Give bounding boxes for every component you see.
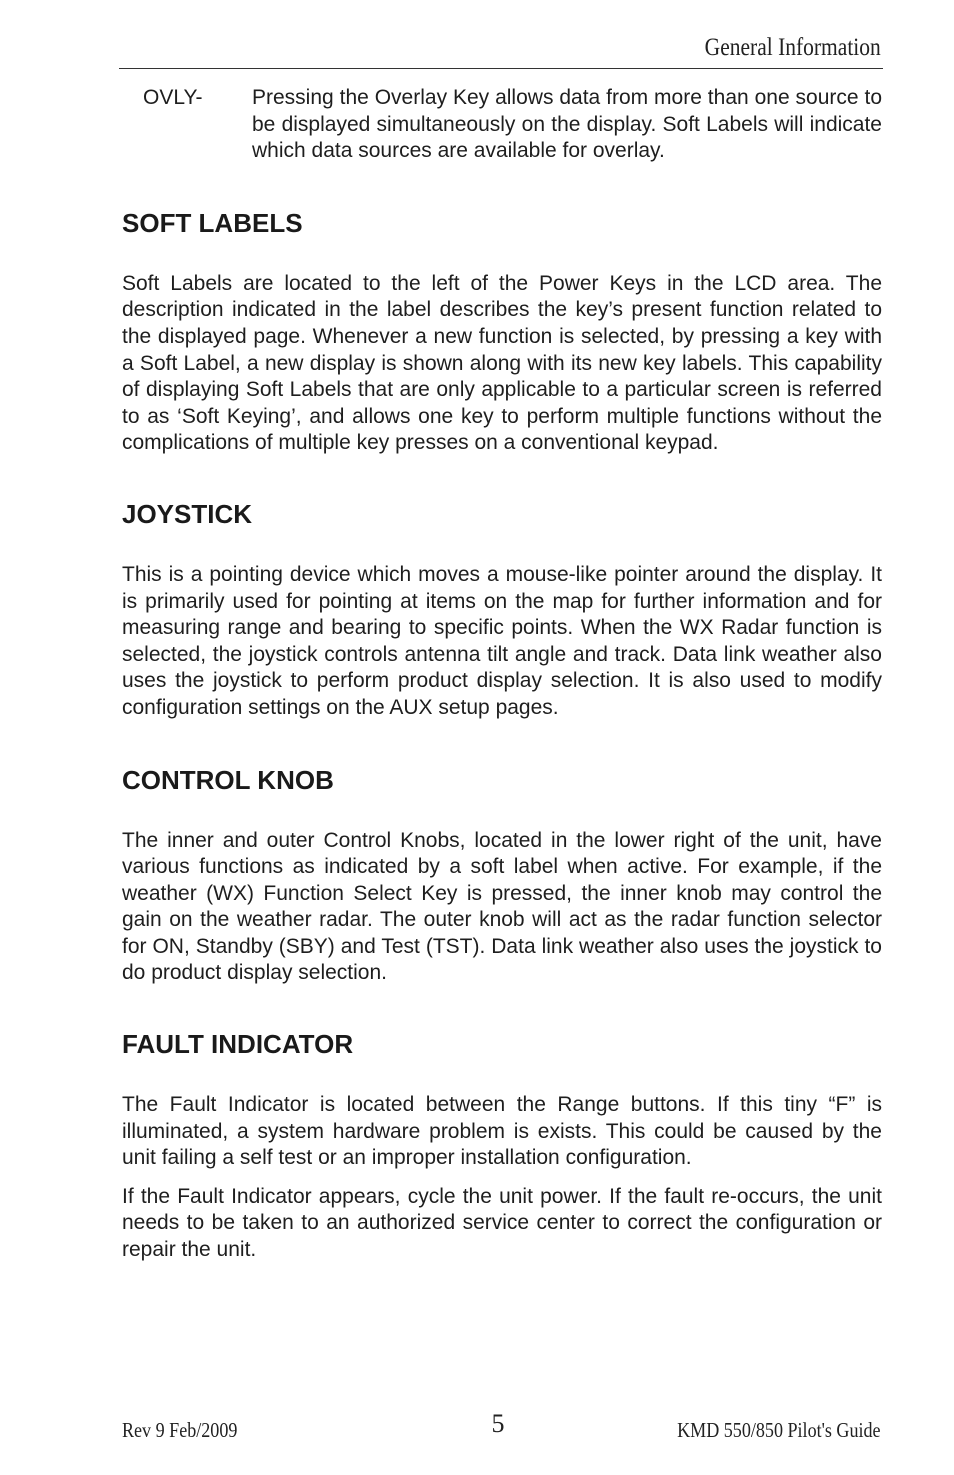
control-knob-paragraph: The inner and outer Control Knobs, located in the lower right of the unit, have various functions as indicated by a soft label when active. For example, if the weather (WX) Function Select Key is pressed, the inner knob may control the gain on the weather radar. The outer knob will act as the radar function selector for ON, Standby (SBY) and Test (TST). Data link weather also uses the joystick to do product display selection. bbox=[122, 828, 882, 985]
page-content bbox=[122, 85, 882, 1264]
ovly-term: OVLY- bbox=[143, 86, 203, 109]
ovly-description: Pressing the Overlay Key allows data from more than one source to be displayed simultaneously on the display. Soft Labels will indicate which data sources are available for overlay. bbox=[252, 86, 882, 163]
header-divider bbox=[119, 68, 883, 69]
footer-guide-title: KMD 550/850 Pilot's Guide bbox=[677, 1418, 881, 1442]
joystick-paragraph: This is a pointing device which moves a mouse-like pointer around the display. It is primarily used for pointing at items on the map for further information and for measuring range and bearing to specific points. When the WX Radar function is selected, the joystick controls antenna tilt angle and track. Data link weather also uses the joystick to perform product display selection. It is also used to modify configuration settings on the AUX setup pages. bbox=[122, 562, 882, 719]
fault-indicator-paragraph-1: The Fault Indicator is located between the Range buttons. If this tiny “F” is illuminated, a system hardware problem is exists. This could be caused by the unit failing a self test or an improper installation configuration. bbox=[122, 1093, 882, 1170]
ovly-definition bbox=[122, 85, 882, 165]
section-title-fault-indicator: FAULT INDICATOR bbox=[122, 1029, 354, 1060]
section-title-control-knob: CONTROL KNOB bbox=[122, 764, 334, 795]
running-header-title: General Information bbox=[704, 34, 881, 61]
footer-revision: Rev 9 Feb/2009 bbox=[122, 1418, 238, 1442]
section-title-soft-labels: SOFT LABELS bbox=[122, 207, 303, 238]
fault-indicator-paragraph-2: If the Fault Indicator appears, cycle the unit power. If the fault re-occurs, the unit needs to be taken to an authorized service center to correct the configuration or repair the unit. bbox=[122, 1184, 882, 1262]
section-title-joystick: JOYSTICK bbox=[122, 498, 253, 529]
soft-labels-paragraph: Soft Labels are located to the left of the Power Keys in the LCD area. The description indicated in the label describes the key’s present function related to the displayed page. Whenever a new function is selected, by pressing a key with a Soft Label, a new display is shown along with its new key labels. This capability of displaying Soft Labels that are only applicable to a particular screen is referred to as ‘Soft Keying’, and allows one key to perform multiple functions without the complications of multiple key presses on a conventional keypad. bbox=[122, 271, 882, 455]
footer-page-number: 5 bbox=[491, 1409, 505, 1438]
